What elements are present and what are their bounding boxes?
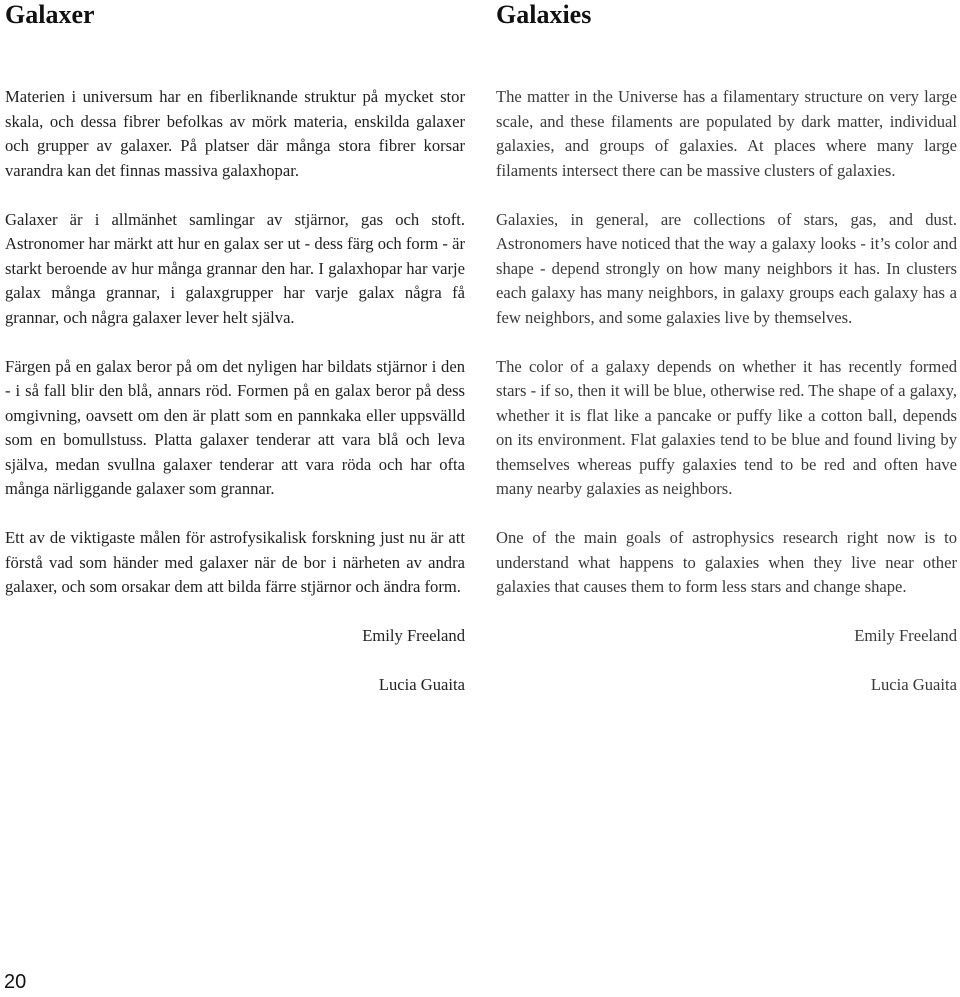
swedish-paragraph-4: Ett av de viktigaste målen för astrofysikalisk forskning just nu är att förstå vad som händer med galaxer när de bor i närheten av andra galaxer, och som orsakar dem att bilda färre stjärnor och ändra form.	[5, 528, 465, 596]
swedish-paragraph-2: Galaxer är i allmänhet samlingar av stjärnor, gas och stoft. Astronomer har märkt att hur en galax ser ut - dess färg och form - är starkt beroende av hur många grannar den har. I galaxhopar har varje galax många grannar, i galaxgrupper har varje galax några få grannar, och några galaxer lever helt själva.	[5, 209, 465, 327]
english-paragraph-2: Galaxies, in general, are collections of stars, gas, and dust. Astronomers have noticed that the way a galaxy looks - it’s color and shape - depend strongly on how many neighbors it has. In clusters each galaxy has many neighbors, in galaxy groups each galaxy has a few neighbors, and some galaxies live by themselves.	[496, 209, 957, 327]
swedish-body	[5, 85, 465, 722]
english-paragraph-3: The color of a galaxy depends on whether it has recently formed stars - if so, then it will be blue, otherwise red. The shape of a galaxy, whether it is flat like a pancake or puffy like a cotton ball, depends on its environment. Flat galaxies tend to be blue and found living by themselves whereas puffy galaxies tend to be red and often have many nearby galaxies as neighbors.	[496, 356, 957, 498]
english-title: Galaxies	[496, 0, 592, 29]
swedish-author-1: Emily Freeland	[362, 626, 465, 645]
swedish-title: Galaxer	[5, 0, 95, 29]
english-body	[496, 85, 957, 722]
swedish-paragraph-1: Materien i universum har en fiberliknande struktur på mycket stor skala, och dessa fibrer befolkas av mörk materia, enskilda galaxer och grupper av galaxer. På platser där många stora fibrer korsar varandra kan det finnas massiva galaxhopar.	[5, 87, 465, 180]
english-paragraph-1: The matter in the Universe has a filamentary structure on very large scale, and these filaments are populated by dark matter, individual galaxies, and groups of galaxies. At places where many large filaments intersect there can be massive clusters of galaxies.	[496, 87, 957, 180]
english-paragraph-4: One of the main goals of astrophysics research right now is to understand what happens to galaxies when they live near other galaxies that causes them to form less stars and change shape.	[496, 528, 957, 596]
swedish-author-2: Lucia Guaita	[378, 675, 465, 694]
swedish-paragraph-3: Färgen på en galax beror på om det nyligen har bildats stjärnor i den - i så fall blir den blå, annars röd. Formen på en galax beror på dess omgivning, oavsett om den är platt som en pannkaka eller uppsvälld som en bomullstuss. Platta galaxer tenderar att vara blå och leva själva, medan svullna galaxer tenderar att vara röda och har ofta många närliggande galaxer som grannar.	[5, 356, 465, 498]
english-author-1: Emily Freeland	[854, 626, 957, 645]
page-number: 20	[4, 971, 27, 993]
english-author-2: Lucia Guaita	[870, 675, 957, 694]
